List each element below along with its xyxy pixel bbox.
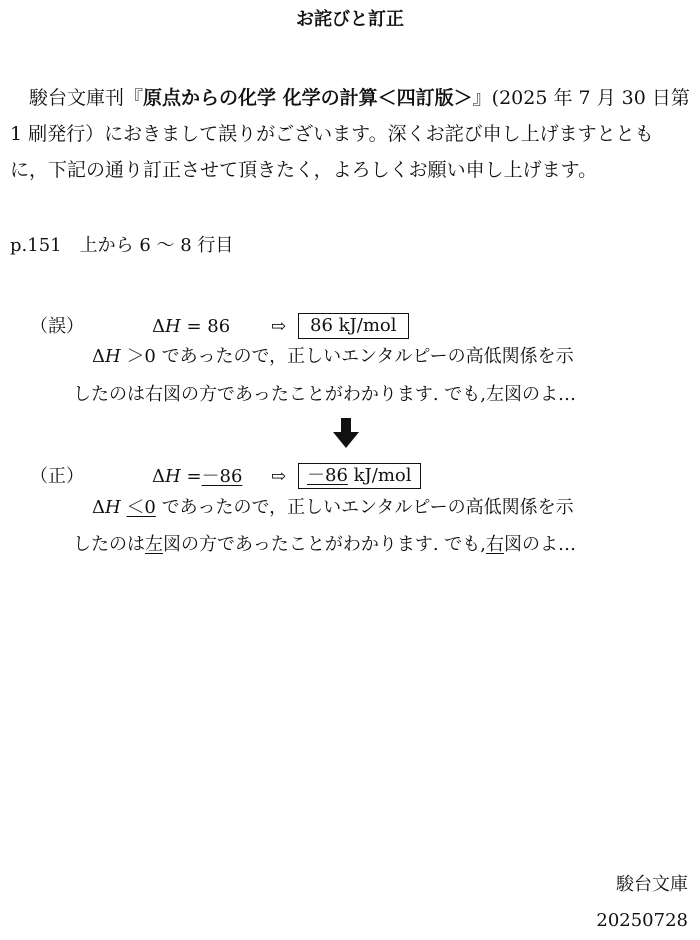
wrong-answer-box	[298, 313, 409, 339]
wrong-line2-pre: したのは	[73, 384, 145, 405]
wrong-line-1	[92, 344, 574, 370]
wrong-line1-delta: Δ	[92, 346, 105, 367]
right-box-unit: kJ/mol	[353, 465, 412, 486]
wrong-box-value: 86	[310, 315, 333, 336]
wrong-line1-rel: ＞0	[126, 346, 156, 367]
wrong-line1-var: H	[105, 346, 121, 367]
right-arrow-icon: ⇨	[271, 466, 287, 487]
wrong-label: （誤）	[30, 316, 84, 337]
intro-suffix: 』(2025 年 7 月 30 日第 1 刷発行）におきまして誤りがございます。深くお詫び申し上げますとともに，下記の通り訂正させて頂きたく，よろしくお願い申し上げます。	[10, 87, 690, 181]
right-line1-rest: であったので，正しいエンタルピーの高低関係を示	[161, 497, 574, 518]
wrong-arrow-icon: ⇨	[271, 316, 287, 337]
wrong-eq-var: H	[165, 316, 181, 337]
wrong-eq-op: =	[186, 316, 202, 337]
intro-paragraph	[10, 80, 690, 188]
right-eq-var: H	[165, 466, 181, 487]
right-line2-side1: 左	[145, 534, 163, 555]
right-line2-mid: 図の方であったことがわかります. でも,	[163, 534, 486, 555]
correction-location: p.151 上から 6 ～ 8 行目	[10, 235, 234, 256]
right-eq-value: －86	[201, 466, 243, 487]
right-line1-delta: Δ	[92, 497, 105, 518]
right-line2-post: 図のよ…	[503, 534, 576, 555]
right-label: （正）	[30, 466, 84, 487]
right-box-value: －86	[307, 465, 348, 486]
wrong-equation	[152, 314, 230, 340]
wrong-box-unit: kJ/mol	[338, 315, 397, 336]
right-line1-var: H	[105, 497, 121, 518]
wrong-line2-mid: 図の方であったことがわかります. でも,	[163, 384, 486, 405]
book-title: 原点からの化学 化学の計算＜四訂版＞	[143, 87, 473, 109]
wrong-eq-value: 86	[207, 316, 231, 337]
right-answer-box	[298, 463, 421, 489]
wrong-line2-side2: 左	[485, 384, 504, 405]
down-arrow-icon	[333, 418, 359, 448]
right-eq-op: =	[186, 466, 202, 487]
right-line-1	[92, 495, 574, 521]
right-equation	[152, 464, 242, 490]
wrong-line2-post: 図のよ…	[503, 384, 576, 405]
right-line2-side2: 右	[485, 534, 504, 555]
intro-prefix: 駿台文庫刊『	[29, 87, 144, 109]
right-line-2	[73, 532, 576, 558]
right-line1-rel: ＜0	[126, 497, 156, 518]
page-title: お詫びと訂正	[296, 9, 404, 30]
wrong-eq-delta: Δ	[152, 316, 165, 337]
wrong-line-2	[73, 382, 576, 408]
wrong-line2-side1: 右	[145, 384, 163, 405]
right-eq-delta: Δ	[152, 466, 165, 487]
wrong-line1-rest: であったので，正しいエンタルピーの高低関係を示	[161, 346, 574, 367]
footer-publisher: 駿台文庫	[616, 874, 688, 895]
right-line2-pre: したのは	[73, 534, 145, 555]
footer-date: 20250728	[596, 910, 688, 931]
